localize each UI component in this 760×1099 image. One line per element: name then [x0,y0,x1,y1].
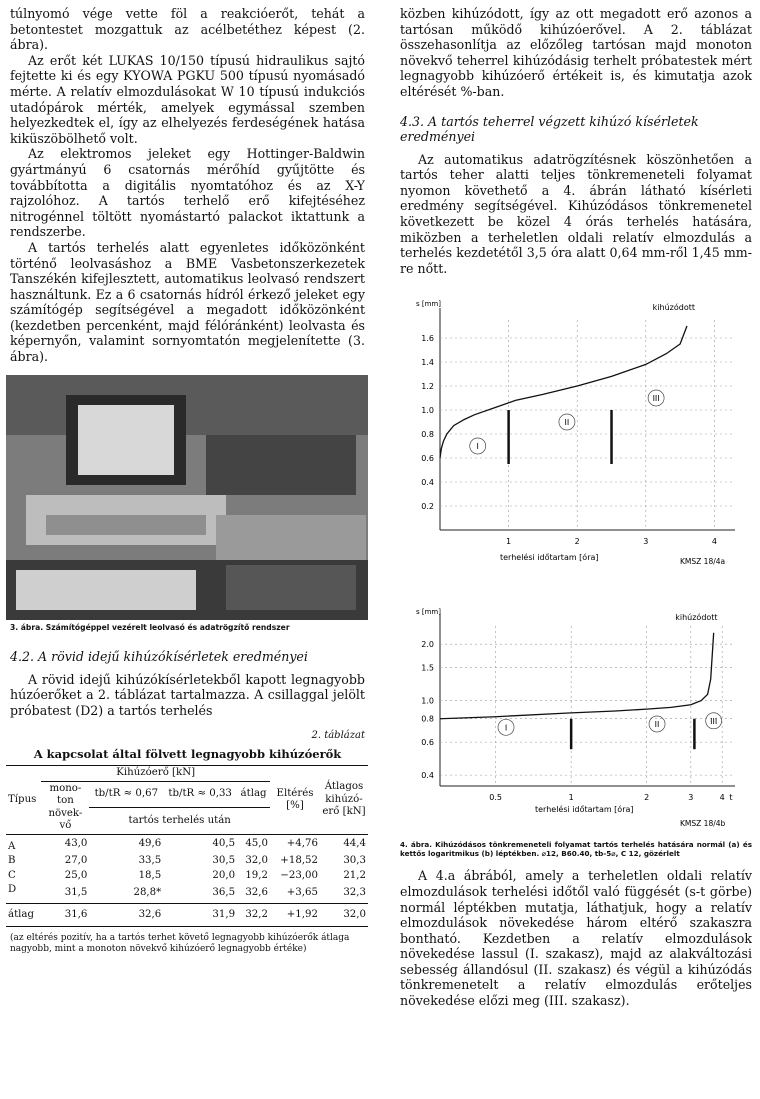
y-tick-label: 1.0 [421,406,434,416]
results-table [6,765,368,927]
header-mono: mono-ton növek-vő [48,782,83,832]
header-deviation: Eltérés [%] [276,787,314,812]
cell: +3,65 [286,886,318,898]
cell: 32,0 [343,908,366,920]
cell: 31,9 [212,908,236,920]
cell: 45,0 [245,838,268,850]
y-tick-label: 1.4 [421,358,434,368]
header-after: tartós terhelés után [89,808,270,835]
cell: +1,92 [286,908,318,920]
x-tick-label: 4 [719,793,725,803]
cell: 32,0 [245,855,268,867]
cell: 31,5 [64,886,88,898]
cell: 18,5 [138,869,162,881]
cell: 36,5 [212,886,236,898]
y-tick-label: 1.6 [421,334,434,344]
table-title: A kapcsolat által fölvett legnagyobb kihúzóerők [33,747,342,762]
region-label: I [476,442,479,452]
region-label: III [652,394,660,404]
cell: 31,6 [64,908,88,920]
y-tick-label: 0.8 [421,715,434,725]
y-tick-label: 0.6 [421,738,434,748]
table-row [6,883,368,903]
region-label: III [710,717,718,727]
cell: 30,5 [212,855,236,867]
y-tick-label: 0.8 [421,430,434,440]
header-mean: Átlagos kihúzó-erő [kN] [322,781,366,818]
stamp: KMSZ 18/4a [680,557,726,567]
chart-b [400,598,752,838]
paragraph: túlnyomó vége vette föl a reakcióerőt, tehát a betontestet mozgattuk az acélbetéthez képest (2. ábra). [10,6,365,53]
paragraph: közben kihúzódott, így az ott megadott erő azonos a tartósan működő kihúzóerővel. A 2. táblázat összehasonlítja az előzőleg tartósan majd monoton növekvő teherrel kihúzódásig terhelt próbatestek mért legnagyobb kihúzóerő értékeit is, és kimutatja azok eltérését %-ban. [400,6,752,99]
cell: 30,3 [343,855,366,867]
y-axis-label: s [mm] [416,300,441,309]
y-tick-label: 0.4 [421,478,434,488]
header-c2: tb/tR ≈ 0,33 [168,788,232,800]
header-force: Kihúzóerő [kN] [41,766,270,782]
cell: 25,0 [64,869,88,881]
x-tick-label: 4 [711,537,717,547]
table-row [6,834,368,854]
x-tick-label: 0.5 [489,793,503,803]
region-label: II [564,418,570,428]
series-line [440,633,714,719]
table-footnote: (az eltérés pozitív, ha a tartós terhet követő legnagyobb kihúzóerők átlaga nagyobb, mint a monoton növekvő kihúzóerő legnagyobb értéke) [10,933,350,955]
cell: +4,76 [286,838,318,850]
y-tick-label: 1.2 [421,382,434,392]
region-label: I [504,723,508,733]
photo-caption: 3. ábra. Számítógéppel vezérelt leolvasó és adatrögzítő rendszer [10,622,290,632]
right-column [400,0,752,1009]
cell: B [8,855,16,867]
chart-a [400,290,752,590]
x-tick-label: 2 [644,793,650,803]
x-tick-label: t [729,793,733,803]
x-tick-label: 1 [506,537,512,547]
table-row [6,869,368,884]
y-tick-label: 0.4 [421,771,434,781]
region-label: II [654,720,660,730]
y-tick-label: 0.6 [421,454,434,464]
cell: −23,00 [280,869,318,881]
x-tick-label: 3 [643,537,649,547]
cell: D [8,884,17,896]
annotation: kihúzódott [675,613,718,623]
x-axis-label: terhelési időtartam [óra] [535,805,634,815]
cell: 40,5 [212,838,236,850]
section-heading: 4.3. A tartós teherrel végzett kihúzó kísérletek eredményei [400,113,699,144]
paragraph: A 4.a ábrából, amely a terheletlen oldali relatív elmozdulások terhelési időtől való függését (s-t görbe) normál léptékben mutatja, láthatjuk, hogy a relatív elmozdulások növekedése három eltérő szakaszra bontható. Kezdetben a relatív elmozdulások növekedése lassul (I. szakasz), majd az alakváltozási sebesség állandósul (II. szakasz) és végül a kihúzódás tönkremenetelt a relatív elmozdulás erőteljes növekedése előzi meg (III. szakasz). [400,868,752,1009]
stamp: KMSZ 18/4b [680,819,726,829]
table-total-row [6,903,368,927]
cell: 44,4 [343,838,366,850]
cell: 21,2 [343,869,366,881]
cell: 32,6 [138,908,162,920]
cell: 20,0 [212,869,236,881]
paragraph: Az automatikus adatrögzítésnek köszönhetően a tartós teher alatti teljes tönkremeneteli folyamat nyomon követhető a 4. ábrán látható kísérleti eredmény segítségével. Kihúzódásos tönkremenetel következett be közel 4 órás terhelés hatására, miközben a terheletlen oldali relatív elmozdulás a terhelés kezdetétől 3,5 óra alatt 0,64 mm-ről 1,45 mm-re nőtt. [400,151,752,276]
y-axis-label: s [mm] [416,608,441,617]
y-tick-label: 1.5 [421,663,434,673]
table-number: 2. táblázat [311,730,365,742]
x-tick-label: 3 [688,793,694,803]
annotation: kihúzódott [652,303,696,313]
header-type: Típus [8,793,37,805]
cell: 19,2 [245,869,268,881]
cell: 49,6 [138,838,162,850]
y-tick-label: 0.2 [421,502,434,512]
left-column [10,0,365,955]
paragraph: A rövid idejű kihúzókísérletekből kapott legnagyobb húzóerőket a 2. táblázat tartalmazza. A csillaggal jelölt próbatest (D2) a tartós terhelés [10,671,365,718]
cell: 32,6 [245,886,268,898]
cell: 33,5 [138,855,162,867]
paragraph: A tartós terhelés alatt egyenletes időközönként történő leolvasáshoz a BME Vasbetonszerkezetek Tanszékén kifejlesztett, automatikus leolvasó rendszert használtunk. Ez a 6 csatornás hídról érkező jeleket egy számítógép segítségével a megadott időközönként (kezdetben percenként, majd félóránként) leolvasta és képernyőn, valamint sornyomtatón megjelenítette (3. ábra). [10,239,365,365]
figure-caption: 4. ábra. Kihúzódásos tönkremeneteli folyamat tartós terhelés hatására normál (a) és kettős logaritmikus (b) léptékben. ⌀12, B60.40, tb-5⌀, C 12, gözérlelt [400,840,752,859]
lab-photo-image [6,375,368,620]
header-avg: átlag [240,788,267,800]
cell: 27,0 [64,855,88,867]
cell: C [8,869,16,881]
section-heading: 4.2. A rövid idejű kihúzókísérletek eredményei [10,648,308,664]
lab-photo [6,375,368,620]
x-axis-label: terhelési időtartam [óra] [500,553,599,563]
cell: átlag [8,908,35,920]
cell: 32,2 [245,908,268,920]
x-tick-label: 2 [574,537,580,547]
table-row [6,854,368,869]
y-tick-label: 1.0 [421,696,434,706]
cell: 43,0 [64,838,88,850]
y-tick-label: 2.0 [421,640,434,650]
x-tick-label: 1 [568,793,574,803]
cell: 28,8* [133,886,162,898]
cell: 32,3 [343,886,366,898]
paragraph: Az erőt két LUKAS 10/150 típusú hidraulikus sajtó fejtette ki és egy KYOWA PGKU 500 típusú nyomásadó mérte. A relatív elmozdulásokat W 10 típusú indukciós utadópárok mérték, amelyek egymással szemben helyezkedtek el, így az elhelyezés ferdeségének hatása kiküszöbölhető volt. [10,52,365,146]
header-c1: tb/tR ≈ 0,67 [94,788,159,800]
paragraph: Az elektromos jeleket egy Hottinger-Baldwin gyártmányú 6 csatornás mérőhíd gyűjtötte és továbbította a digitális nyomtatóhoz és az X-Y rajzolóhoz. A tartós terhelő erő kifejtéséhez nitrogénnel töltött nyomástartó palackot iktattunk a rendszerbe. [10,146,365,240]
cell: +18,52 [280,855,318,867]
cell: A [8,840,16,852]
